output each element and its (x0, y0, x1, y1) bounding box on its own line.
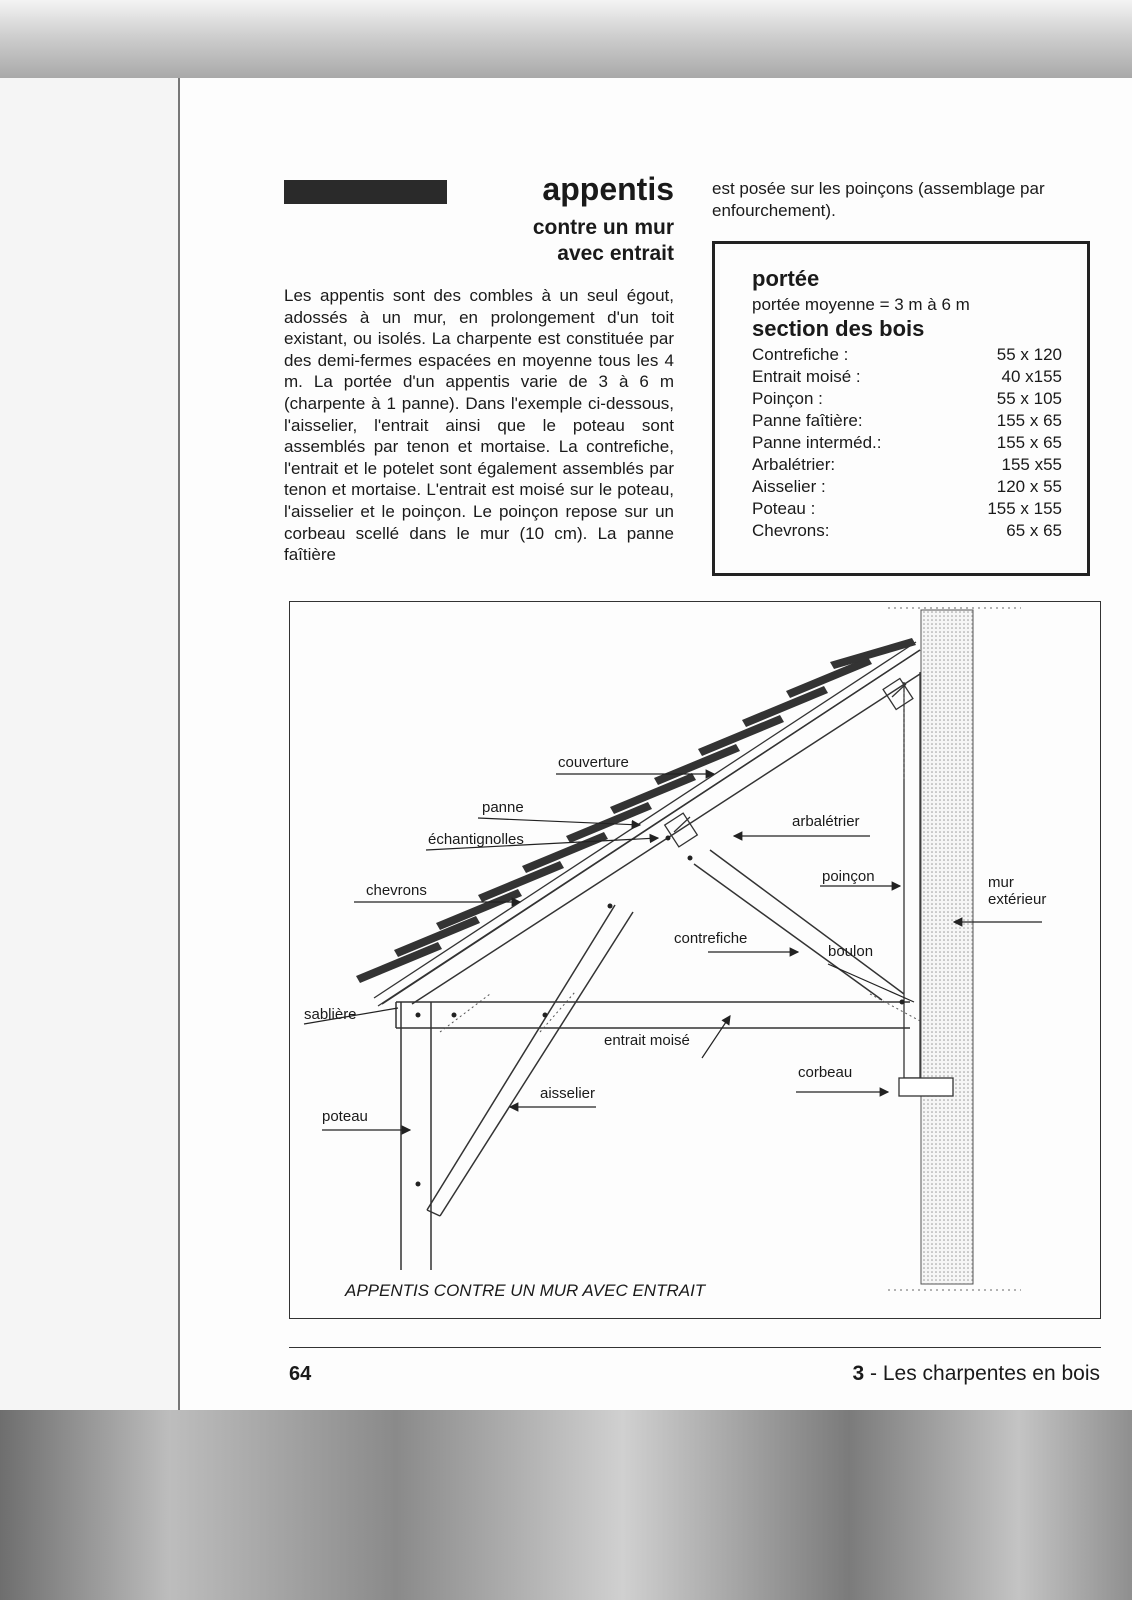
knee-brace (427, 905, 633, 1216)
page-title: appentis (542, 171, 674, 207)
spec-row (752, 344, 1062, 366)
spec-value: 155 x55 (1001, 455, 1062, 474)
spec-name: Panne interméd.: (752, 433, 882, 452)
spec-row (752, 432, 1062, 454)
scan-left-margin (0, 78, 178, 1410)
chapter-number: 3 (852, 1362, 865, 1385)
spec-value: 120 x 55 (996, 477, 1062, 496)
label-aisselier: aisselier (540, 1085, 596, 1102)
label-echantignolles: échantignolles (428, 831, 524, 848)
spec-row (752, 454, 1062, 476)
page-number: 64 (289, 1363, 312, 1385)
label-mur-exterieur-1: mur (988, 874, 1014, 891)
spec-row (752, 498, 1062, 520)
label-couverture: couverture (558, 754, 629, 771)
truss-drawing (290, 602, 1102, 1320)
bolt-dashes (440, 692, 922, 1032)
label-boulon: boulon (828, 943, 874, 960)
spec-row (752, 520, 1062, 542)
continued-paragraph: est posée sur les poinçons (assemblage par enfourchement). (712, 179, 1045, 220)
spec-name: Entrait moisé : (752, 367, 861, 386)
scan-top-margin (0, 0, 1132, 78)
label-entrait-moise: entrait moisé (604, 1032, 690, 1049)
spec-name: Aisselier : (752, 477, 826, 496)
scan-bottom-margin (0, 1410, 1132, 1600)
chapter-separator: - (864, 1362, 883, 1385)
chapter-footer (700, 1362, 1100, 1386)
label-corbeau: corbeau (798, 1064, 853, 1081)
spec-name: Panne faîtière: (752, 411, 863, 430)
appentis-diagram (289, 601, 1101, 1319)
label-poteau: poteau (322, 1108, 368, 1125)
spec-name: Arbalétrier: (752, 455, 836, 474)
roof-covering (356, 638, 916, 983)
label-mur-exterieur-2: extérieur (988, 891, 1047, 908)
intro-paragraph: Les appentis sont des combles à un seul égout, adossés à un mur, en prolongement d'un toit existant, ou isolés. La charpente est constituée par des demi-fermes espacées en moyenne tous les 4 m. La portée d'un appentis varie de 3 à 6 m (charpente à 1 panne). Dans l'exemple ci-dessous, l'aisselier, l'entrait ainsi que le poteau sont assemblés par tenon et mortaise. La contrefiche, l'entrait et le potelet sont également assemblés par tenon et mortaise. L'entrait est moisé sur le poteau, l'aisselier et le poinçon. Le poinçon repose sur un corbeau scellé dans le mur (10 cm). La panne faîtière (284, 286, 674, 565)
page-subtitle-line1: contre un mur (532, 216, 674, 239)
spec-name: Poteau : (752, 499, 816, 518)
specifications-box (712, 241, 1090, 576)
page-subtitle-line2: avec entrait (557, 242, 674, 265)
portee-value: portée moyenne = 3 m à 6 m (752, 295, 970, 314)
portee-heading: portée (752, 266, 820, 291)
spec-value: 155 x 155 (987, 499, 1062, 518)
section-marker-bar (284, 180, 447, 204)
spec-name: Contrefiche : (752, 345, 849, 364)
figure-caption: APPENTIS CONTRE UN MUR AVEC ENTRAIT (345, 1281, 706, 1300)
label-poincon: poinçon (822, 868, 875, 885)
spec-name: Poinçon : (752, 389, 823, 408)
label-panne: panne (482, 799, 524, 816)
spec-value: 155 x 65 (996, 411, 1062, 430)
spec-value: 40 x155 (1001, 367, 1062, 386)
spec-row (752, 366, 1062, 388)
spec-row (752, 476, 1062, 498)
spec-value: 55 x 120 (996, 345, 1062, 364)
wall (888, 608, 1021, 1290)
section-heading: section des bois (752, 316, 925, 341)
label-arbaletrier: arbalétrier (792, 813, 860, 830)
spec-value: 155 x 65 (996, 433, 1062, 452)
king-post (904, 672, 920, 1078)
post (401, 1002, 431, 1270)
chapter-title: Les charpentes en bois (882, 1362, 1100, 1385)
label-sabliere: sablière (304, 1006, 357, 1023)
corbel (899, 1078, 953, 1096)
spec-row (752, 410, 1062, 432)
spec-value: 65 x 65 (1006, 521, 1062, 540)
bolts (416, 836, 905, 1187)
label-chevrons: chevrons (366, 882, 427, 899)
tie-beam (396, 1002, 910, 1028)
spec-name: Chevrons: (752, 521, 830, 540)
spec-row (752, 388, 1062, 410)
spec-value: 55 x 105 (996, 389, 1062, 408)
label-contrefiche: contrefiche (674, 930, 748, 947)
footer-rule (289, 1347, 1101, 1348)
